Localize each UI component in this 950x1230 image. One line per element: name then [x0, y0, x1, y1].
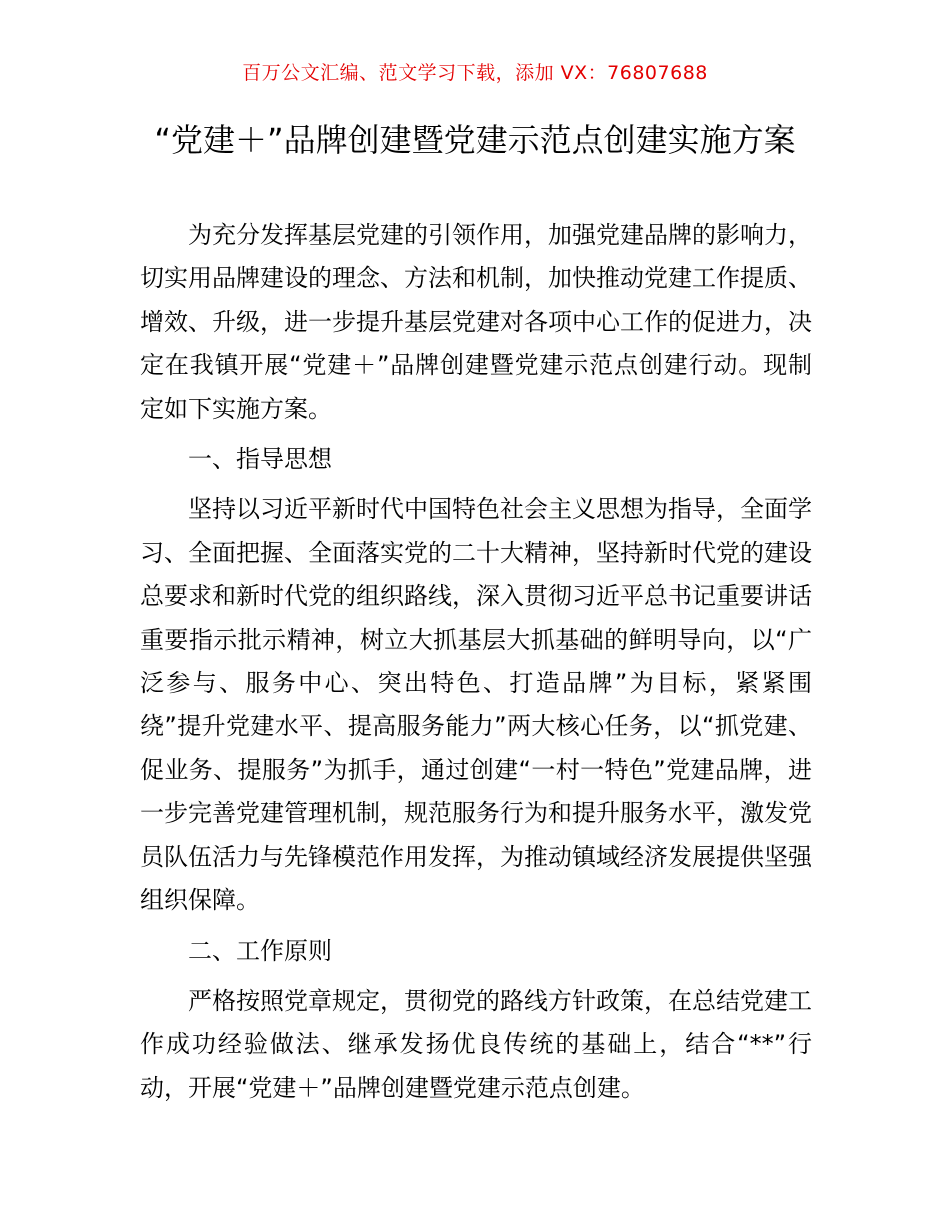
- intro-paragraph: 为充分发挥基层党建的引领作用，加强党建品牌的影响力，切实用品牌建设的理念、方法和机制，加快推动党建工作提质、增效、升级，进一步提升基层党建对各项中心工作的促进力，决定在我镇开展“党建＋”品牌创建暨党建示范点创建行动。现制定如下实施方案。: [140, 221, 812, 423]
- section-body-work-principles: 严格按照党章规定，贯彻党的路线方针政策，在总结党建工作成功经验做法、继承发扬优良传统的基础上，结合“**”行动，开展“党建＋”品牌创建暨党建示范点创建。: [140, 986, 812, 1102]
- section-heading-work-principles: 二、工作原则: [188, 936, 332, 965]
- watermark-banner: 百万公文汇编、范文学习下载，添加 VX：76807688: [242, 62, 708, 84]
- section-body-guiding-ideology: 坚持以习近平新时代中国特色社会主义思想为指导，全面学习、全面把握、全面落实党的二十大精神，坚持新时代党的建设总要求和新时代党的组织路线，深入贯彻习近平总书记重要讲话重要指示批示精神，树立大抓基层大抓基础的鲜明导向，以“广泛参与、服务中心、突出特色、打造品牌”为目标，紧紧围绕”提升党建水平、提高服务能力”两大核心任务，以“抓党建、促业务、提服务”为抓手，通过创建“一村一特色”党建品牌，进一步完善党建管理机制，规范服务行为和提升服务水平，激发党员队伍活力与先锋模范作用发挥，为推动镇域经济发展提供坚强组织保障。: [140, 495, 812, 915]
- section-heading-guiding-ideology: 一、指导思想: [188, 445, 332, 474]
- document-body: [140, 214, 812, 1110]
- document-title: “党建＋”品牌创建暨党建示范点创建实施方案: [154, 121, 796, 159]
